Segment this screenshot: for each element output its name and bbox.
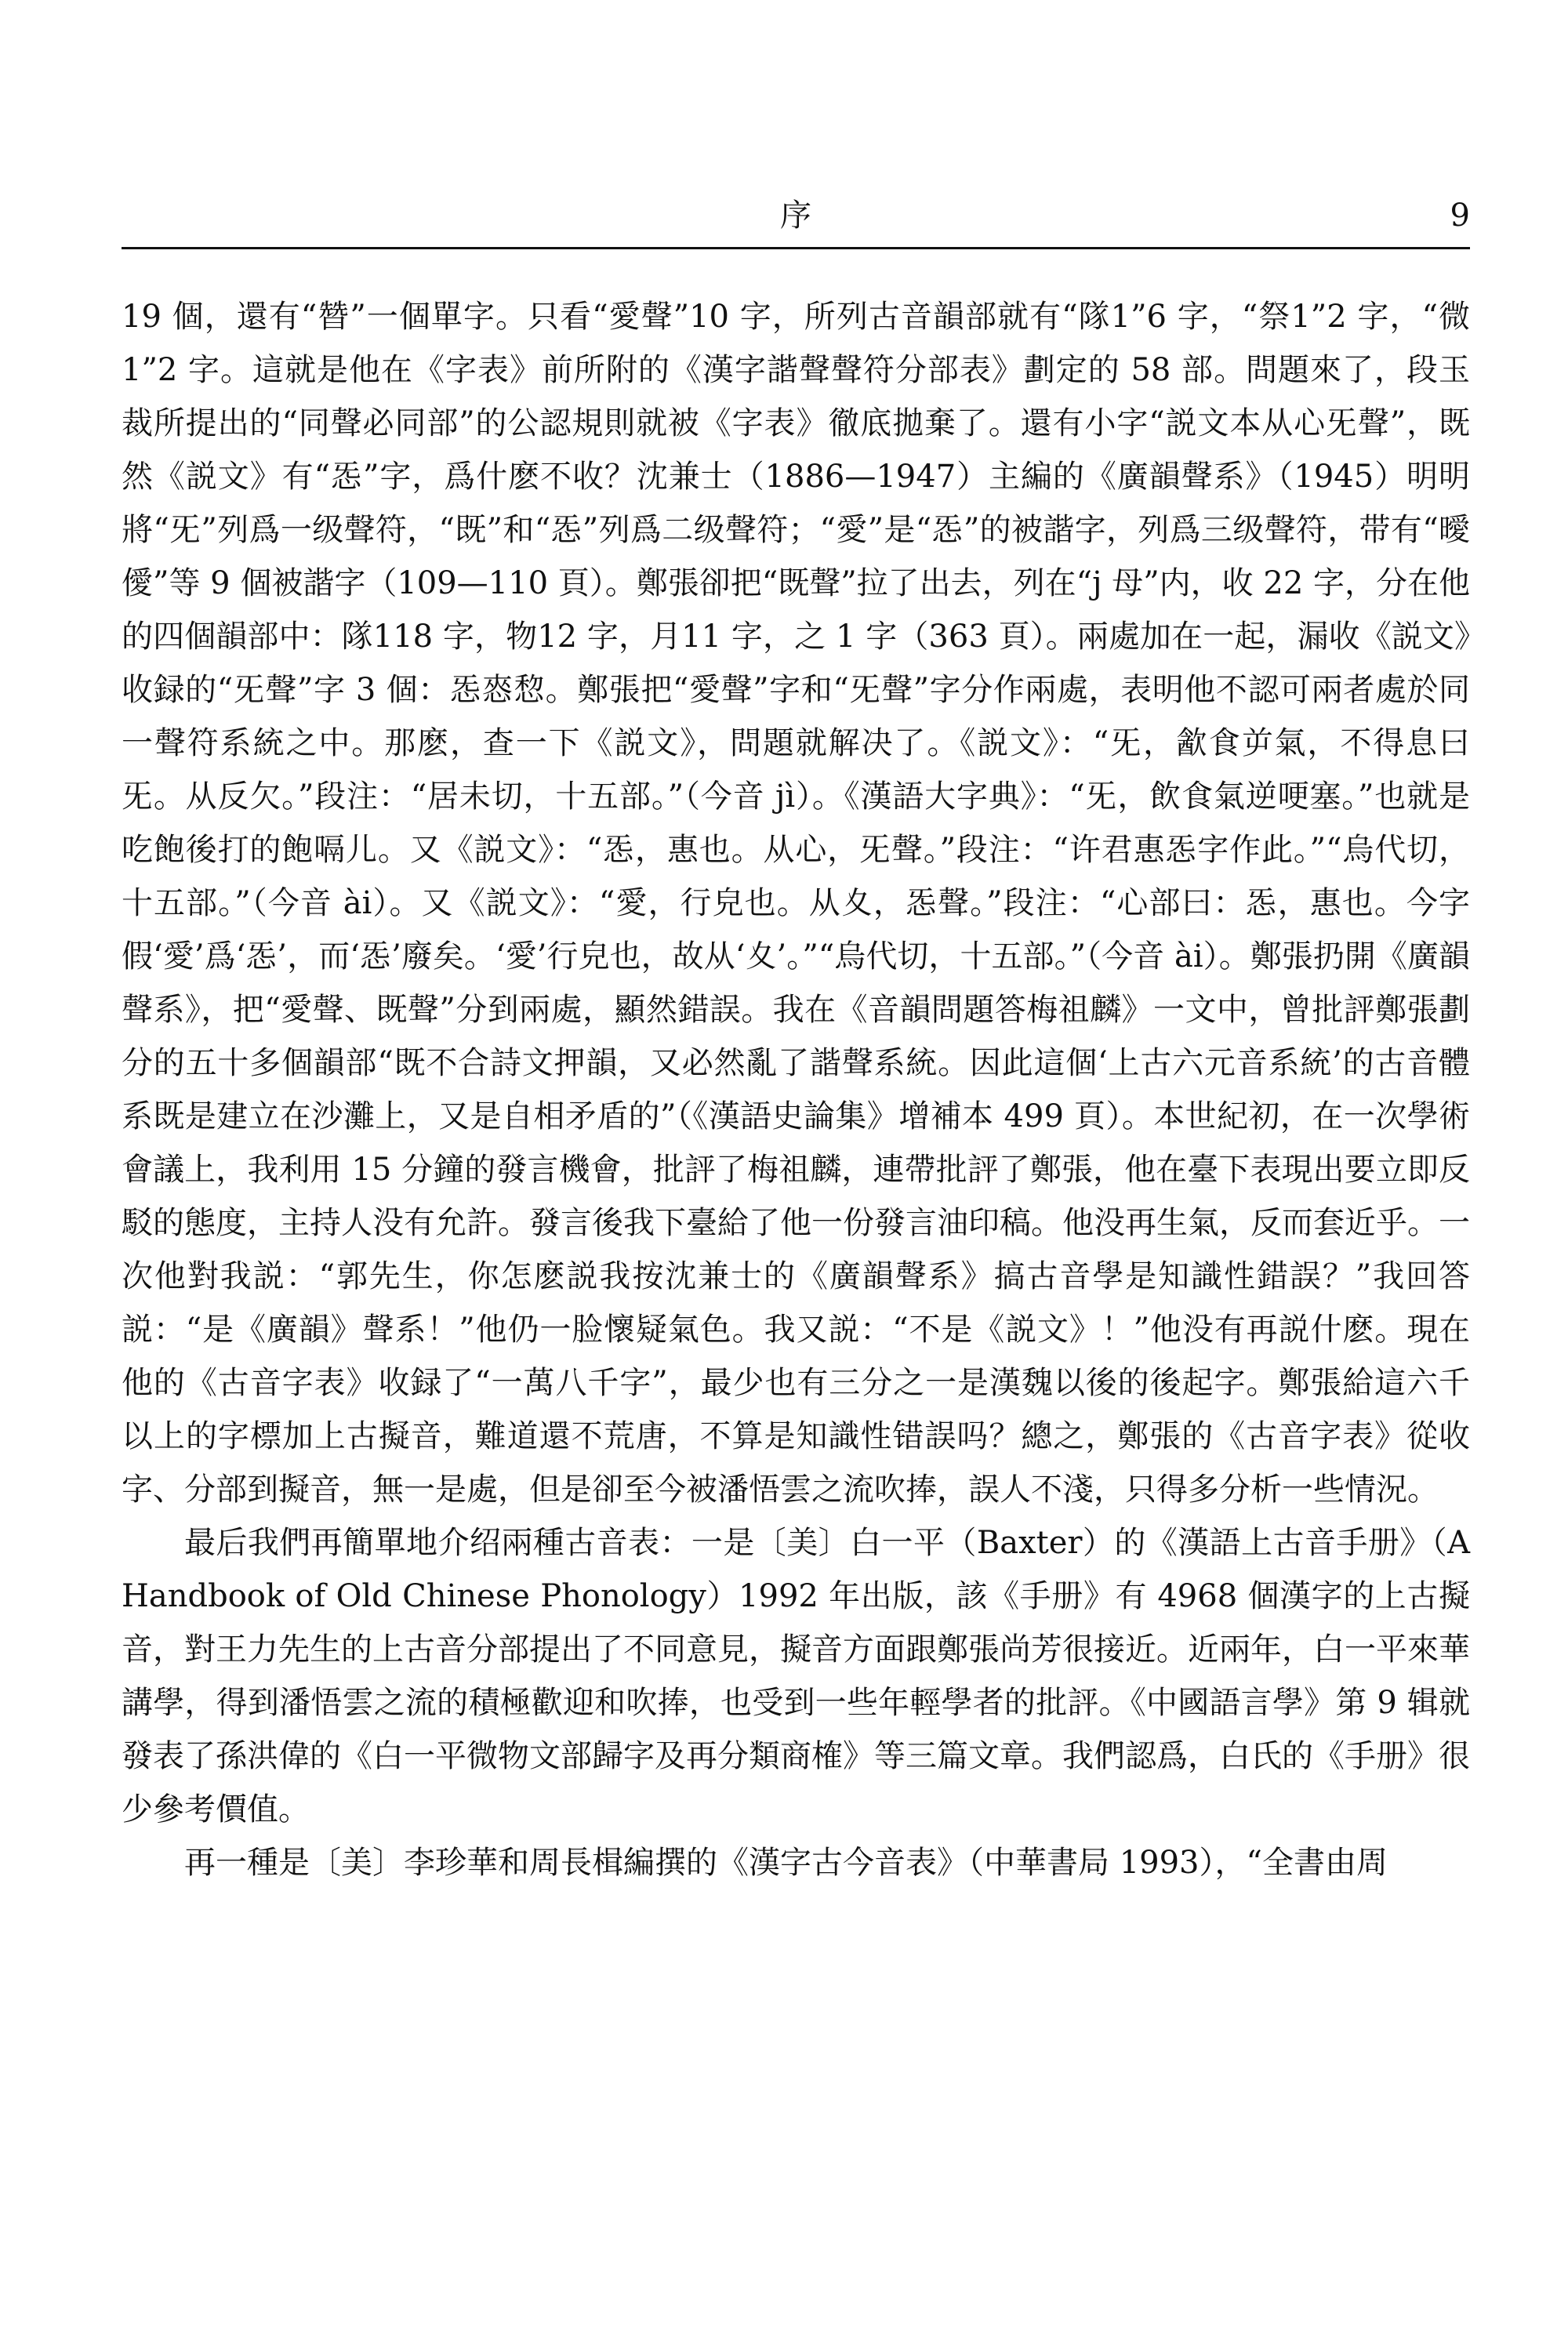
paragraph-3: 再一種是〔美〕李珍華和周長楫編撰的《漢字古今音表》（中華書局 1993），“全書由周 (184, 1845, 1388, 1881)
page-number: 9 (1450, 198, 1470, 234)
body-text (122, 290, 1470, 1889)
paragraph-2: 最后我們再簡單地介绍兩種古音表：一是〔美〕白一平（Baxter）的《漢語上古音手册》（A Handbook of Old Chinese Phonology）1992 年出版，該《手册》有 4968 個漢字的上古擬音，對王力先生的上古音分部提出了不同意見，擬音方面跟鄭張尚芳很接近。近兩年，白一平來華講學，得到潘悟雲之流的積極歡迎和吹捧，也受到一些年輕學者的批評。《中國語言學》第 9 辑就發表了孫洪偉的《白一平微物文部歸字及再分類商榷》等三篇文章。我們認爲，白氏的《手册》很少參考價值。 (122, 1525, 1470, 1828)
page-header (122, 196, 1470, 243)
header-rule (122, 247, 1470, 249)
paragraph-1: 19 個，還有“㬱”一個單字。只看“愛聲”10 字，所列古音韻部就有“隊1”6 字，“祭1”2 字，“微1”2 字。這就是他在《字表》前所附的《漢字諧聲聲符分部表》劃定的 58 部。問題來了，段玉裁所提出的“同聲必同部”的公認規則就被《字表》徹底拋棄了。還有小字“説文本从心旡聲”，既然《説文》有“㤅”字，爲什麽不收？沈兼士（1886—1947）主編的《廣韻聲系》（1945）明明將“旡”列爲一级聲符，“既”和“㤅”列爲二级聲符；“愛”是“㤅”的被諧字，列爲三级聲符，带有“曖僾”等 9 個被諧字（109—110 頁）。鄭張卻把“既聲”拉了出去，列在“j 母”内，收 22 字，分在他的四個韻部中：隊118 字，物12 字，月11 字，之 1 字（363 頁）。兩處加在一起，漏收《説文》收録的“旡聲”字 3 個：㤅㤲㥎。鄭張把“愛聲”字和“旡聲”字分作兩處，表明他不認可兩者處於同一聲符系統之中。那麽，查一下《説文》，問題就解决了。《説文》：“旡，㱃食屰氣，不得息曰旡。从反欠。”段注：“居未切，十五部。”（今音 jì）。《漢語大字典》：“旡，飲食氣逆哽塞。”也就是吃飽後打的飽嗝儿。又《説文》：“㤅，惠也。从心，旡聲。”段注：“许君惠㤅字作此。”“烏代切，十五部。”（今音 ài）。又《説文》：“愛，行皃也。从夊，㤅聲。”段注：“心部曰：㤅，惠也。今字假‘愛’爲‘㤅’，而‘㤅’廢矣。‘愛’行皃也，故从‘夊’。”“烏代切，十五部。”（今音 ài）。鄭張扔開《廣韻聲系》，把“愛聲、既聲”分到兩處，顯然錯誤。我在《音韻問題答梅祖麟》一文中，曾批評鄭張劃分的五十多個韻部“既不合詩文押韻，又必然亂了諧聲系統。因此這個‘上古六元音系統’的古音體系既是建立在沙灘上，又是自相矛盾的”（《漢語史論集》增補本 499 頁）。本世紀初，在一次學術會議上，我利用 15 分鐘的發言機會，批評了梅祖麟，連帶批評了鄭張，他在臺下表現出要立即反駁的態度，主持人没有允許。發言後我下臺給了他一份發言油印稿。他没再生氣，反而套近乎。一次他對我説：“郭先生，你怎麽説我按沈兼士的《廣韻聲系》搞古音學是知識性錯誤？”我回答説：“是《廣韻》聲系！”他仍一脸懷疑氣色。我又説：“不是《説文》！”他没有再説什麽。現在他的《古音字表》收録了“一萬八千字”，最少也有三分之一是漢魏以後的後起字。鄭張給這六千以上的字標加上古擬音，難道還不荒唐，不算是知識性错誤吗？總之，鄭張的《古音字表》從收字、分部到擬音，無一是處，但是卻至今被潘悟雲之流吹捧，誤人不淺，只得多分析一些情況。 (122, 299, 1470, 1508)
running-title: 序 (780, 198, 811, 234)
